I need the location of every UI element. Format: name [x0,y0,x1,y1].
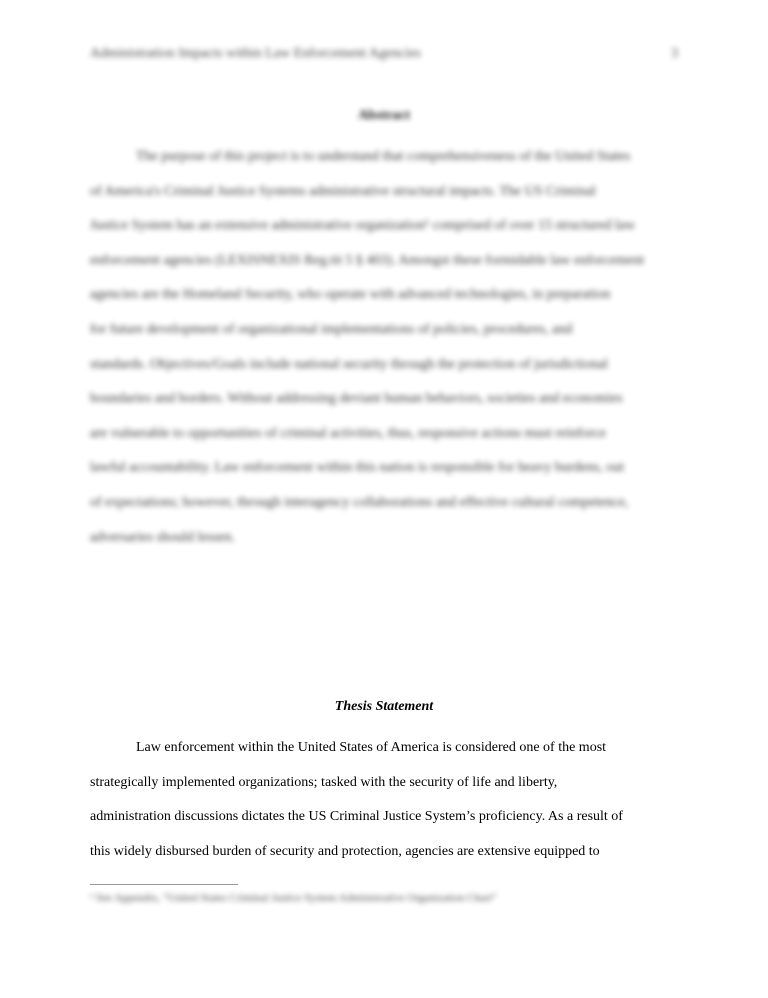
abstract-line: enforcement agencies (LEXISNEXIS Reg.tit 5 § 403). Amongst these formidable law enforcement [90,252,645,268]
thesis-title: Thesis Statement [334,699,434,714]
abstract-line: Justice System has an extensive administrative organization¹ comprised of over 15 structured law [90,218,636,234]
abstract-line: lawful accountability. Law enforcement within this nation is responsible for heavy burdens, out [90,460,625,476]
thesis-line: administration discussions dictates the US Criminal Justice System’s proficiency. As a result of [90,809,623,825]
footnote-divider [90,884,238,885]
thesis-line: Law enforcement within the United States of America is considered one of the most [136,740,607,755]
abstract-body [90,140,680,555]
page-number: 3 [671,46,678,61]
thesis-line: strategically implemented organizations; tasked with the security of life and liberty, [90,774,558,790]
abstract-title: Abstract [357,108,411,123]
abstract-line: standards. Objectives/Goals include national security through the protection of jurisdictional [90,356,608,372]
abstract-line: adversaries should lessen. [90,529,236,545]
abstract-line: for future development of organizational implementations of policies, procedures, and [90,321,573,337]
abstract-line: The purpose of this project is to understand that comprehensiveness of the United States [136,149,631,164]
footnote: ¹ See Appendix, “United States Criminal Justice System Administrative Organization Chart” [90,892,497,904]
abstract-line: are vulnerable to opportunities of criminal activities, thus, responsive actions must reinforce [90,425,606,441]
abstract-line: of America's Criminal Justice Systems administrative structural impacts. The US Criminal [90,183,596,199]
abstract-line: boundaries and borders. Without addressing deviant human behaviors, societies and economies [90,391,623,407]
abstract-line: agencies are the Homeland Security, who operate with advanced technologies, in preparation [90,287,611,303]
running-head-title: Administration Impacts within Law Enforcement Agencies [90,46,421,61]
running-header [90,46,678,62]
abstract-line: of expectations; however, through interagency collaborations and effective cultural competence, [90,494,629,510]
thesis-line: this widely disbursed burden of security and protection, agencies are extensive equipped to [90,843,600,859]
thesis-body [90,731,690,869]
